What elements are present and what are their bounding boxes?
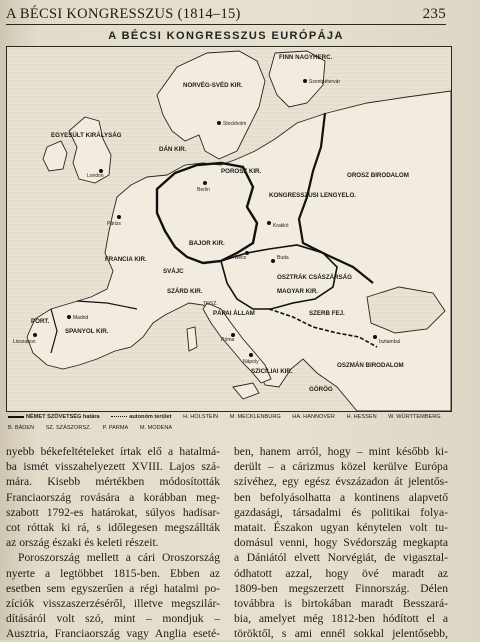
- city-dot-madrid: [67, 315, 71, 319]
- city-dot-cracow: [267, 221, 271, 225]
- text-line: Ausztria, Franciaország vagy Anglia eseté-: [6, 627, 220, 641]
- text-line: mára. Kisebb mértékben módosították: [6, 475, 220, 489]
- map-label-vienna: Bécs: [235, 255, 247, 261]
- running-head: [6, 4, 446, 25]
- map-label-papal: PÁPAI ÁLLAM: [213, 310, 255, 317]
- page-number: 235: [422, 6, 446, 22]
- map-label-cracow: Krakkó: [273, 223, 289, 229]
- map-label-rome: Róma: [221, 337, 235, 343]
- text-line: töröktől, s ami ennél sokkal jelentősebb,: [234, 627, 448, 641]
- legend-item-holstein: H. HOLSTEIN: [183, 414, 219, 420]
- map-label-toscana: TOSZ.: [203, 301, 218, 307]
- city-dot-lisbon: [33, 333, 37, 337]
- map-label-france: FRANCIA KIR.: [105, 256, 147, 263]
- land-sardinia: [187, 327, 197, 351]
- legend-item-baden: B. BÁDEN: [8, 425, 35, 431]
- map-label-finland: FINN NAGYHERC.: [279, 54, 333, 61]
- map-label-ottoman: OSZMÁN BIRODALOM: [337, 362, 404, 369]
- legend-item-modena: M. MODENA: [139, 425, 173, 431]
- map-label-denmark: DÁN KIR.: [159, 146, 187, 153]
- map-label-berlin: Berlin: [197, 187, 210, 193]
- city-dot-petersburg: [303, 79, 307, 83]
- text-line: ben befolyásolhatta a kontinens alapvető: [234, 490, 448, 504]
- map-label-switzerland: SVÁJC: [163, 268, 184, 275]
- map-label-congress-poland: KONGRESSZUSI LENGYELO.: [269, 192, 356, 199]
- map-svg: [7, 47, 451, 411]
- map-label-madrid: Madrid: [73, 315, 89, 321]
- map-label-norway-sweden: NORVÉG-SVÉD KIR.: [183, 82, 243, 89]
- text-column-left: [6, 444, 220, 642]
- text-line: nyerte a legtöbbet 1815-ben. Ebben az: [6, 566, 220, 580]
- map-label-petersburg: Szentpétervár: [309, 79, 341, 85]
- text-line: bia, amelyet még 1812-ben hódított el a: [234, 612, 448, 626]
- text-line: matait. Északon ugyan kénytelen volt tu-: [234, 521, 448, 535]
- text-line: szívéhez, egy egész évszázadon át jelentős-: [234, 475, 448, 489]
- map-label-stockholm: Stockholm: [223, 121, 247, 127]
- legend-swatch-dotted-line: [111, 416, 127, 417]
- text-column-right: [234, 444, 448, 642]
- text-line: szabott 1792-es határokat, súlyos hadisar-: [6, 505, 220, 519]
- text-line: a Dániától elvett Norvégiát, de vigasztal-: [234, 551, 448, 565]
- text-line: zíciók visszaszerzéséről, illetve megszilár-: [6, 597, 220, 611]
- map-title: A BÉCSI KONGRESSZUS EURÓPÁJA: [108, 30, 344, 42]
- map-label-london: London: [87, 173, 104, 179]
- legend-item-wurttemberg: W. WÜRTTEMBERG: [388, 414, 441, 420]
- text-line: Poroszország mellett a cári Oroszország: [18, 551, 220, 565]
- city-dot-paris: [117, 215, 121, 219]
- city-dot-naples: [249, 353, 253, 357]
- text-line: esetben sem egyszerűen a régi hatalmi po-: [6, 581, 220, 595]
- text-line: 1809-ben megszerzett Finnország. Délen: [234, 581, 448, 595]
- map-label-two-sicilies: SZICÍLIAI KIR.: [251, 368, 293, 375]
- map-label-buda: Buda: [277, 255, 289, 261]
- legend-item-parma: P. PARMA: [102, 425, 129, 431]
- text-line: gazdasági, társadalmi és politikai folya-: [234, 505, 448, 519]
- text-line: nyebb békefeltételeket írtak elő a hatalmá-: [6, 445, 220, 458]
- text-line: cot róttak ki rá, s időlegesen megszállták: [6, 521, 220, 535]
- text-line: dításáról volt szó, mint – mondjuk –: [6, 612, 220, 626]
- legend-item-autonomous: autonóm terület: [111, 414, 171, 420]
- city-dot-stockholm: [217, 121, 221, 125]
- map-label-greece: GÖRÖG: [309, 386, 333, 393]
- text-line: ben, hanem arról, hogy – mint később ki-: [234, 445, 448, 458]
- legend-item-saxony: SZ. SZÁSZORSZ.: [45, 425, 92, 431]
- map-label-lisbon: Lisszabon: [13, 339, 36, 345]
- legend-item-mecklenburg: M. MECKLENBURG: [229, 414, 281, 420]
- text-line: Franciaország rovására a korábban meg-: [6, 490, 220, 504]
- historical-map: [6, 46, 452, 412]
- text-line: ba ismét visszahelyezett XVIII. Lajos szá-: [6, 460, 220, 474]
- city-dot-istanbul: [373, 335, 377, 339]
- map-label-russia: OROSZ BIRODALOM: [347, 172, 409, 179]
- text-line: az ország északi és keleti részeit.: [6, 536, 159, 550]
- text-line: derült – a cárizmus közel kerülve Európa: [234, 460, 448, 474]
- text-line: továbbra is birtokában maradt Besszará-: [234, 597, 448, 611]
- legend-swatch-thick-line: [8, 416, 24, 418]
- city-dot-berlin: [203, 181, 207, 185]
- map-label-sardinia: SZÁRD KIR.: [167, 288, 203, 295]
- legend-item-german-border: NÉMET SZÖVETSÉG határa: [8, 414, 100, 420]
- legend-row-1: [8, 414, 451, 423]
- map-legend: [6, 412, 450, 436]
- running-title: A BÉCSI KONGRESSZUS (1814–15): [6, 6, 241, 22]
- legend-item-hessen: H. HESSEN: [346, 414, 377, 420]
- map-label-austria: OSZTRÁK CSÁSZÁRSÁG: [277, 274, 352, 281]
- map-label-spain: SPANYOL KIR.: [65, 328, 109, 335]
- map-label-naples: Nápoly: [243, 359, 259, 365]
- legend-row-2: [8, 425, 182, 434]
- map-label-hungary: MAGYAR KIR.: [277, 288, 319, 295]
- legend-item-hannover: HA. HANNOVER: [292, 414, 335, 420]
- map-label-paris: Párizs: [107, 221, 121, 227]
- map-label-bavaria: BAJOR KIR.: [189, 240, 225, 247]
- map-label-istanbul: Isztambul: [379, 339, 401, 345]
- map-label-serbia: SZERB FEJ.: [309, 310, 345, 317]
- text-line: ódhatott azzal, hogy övé maradt az: [234, 566, 448, 580]
- map-label-portugal: PORT.: [31, 318, 50, 325]
- text-line: domásul venni, hogy Svédország megkapta: [234, 536, 448, 550]
- city-dot-buda: [271, 259, 275, 263]
- map-label-britain: EGYESÜLT KIRÁLYSÁG: [51, 132, 122, 139]
- map-label-prussia: POROSZ KIR.: [221, 168, 262, 175]
